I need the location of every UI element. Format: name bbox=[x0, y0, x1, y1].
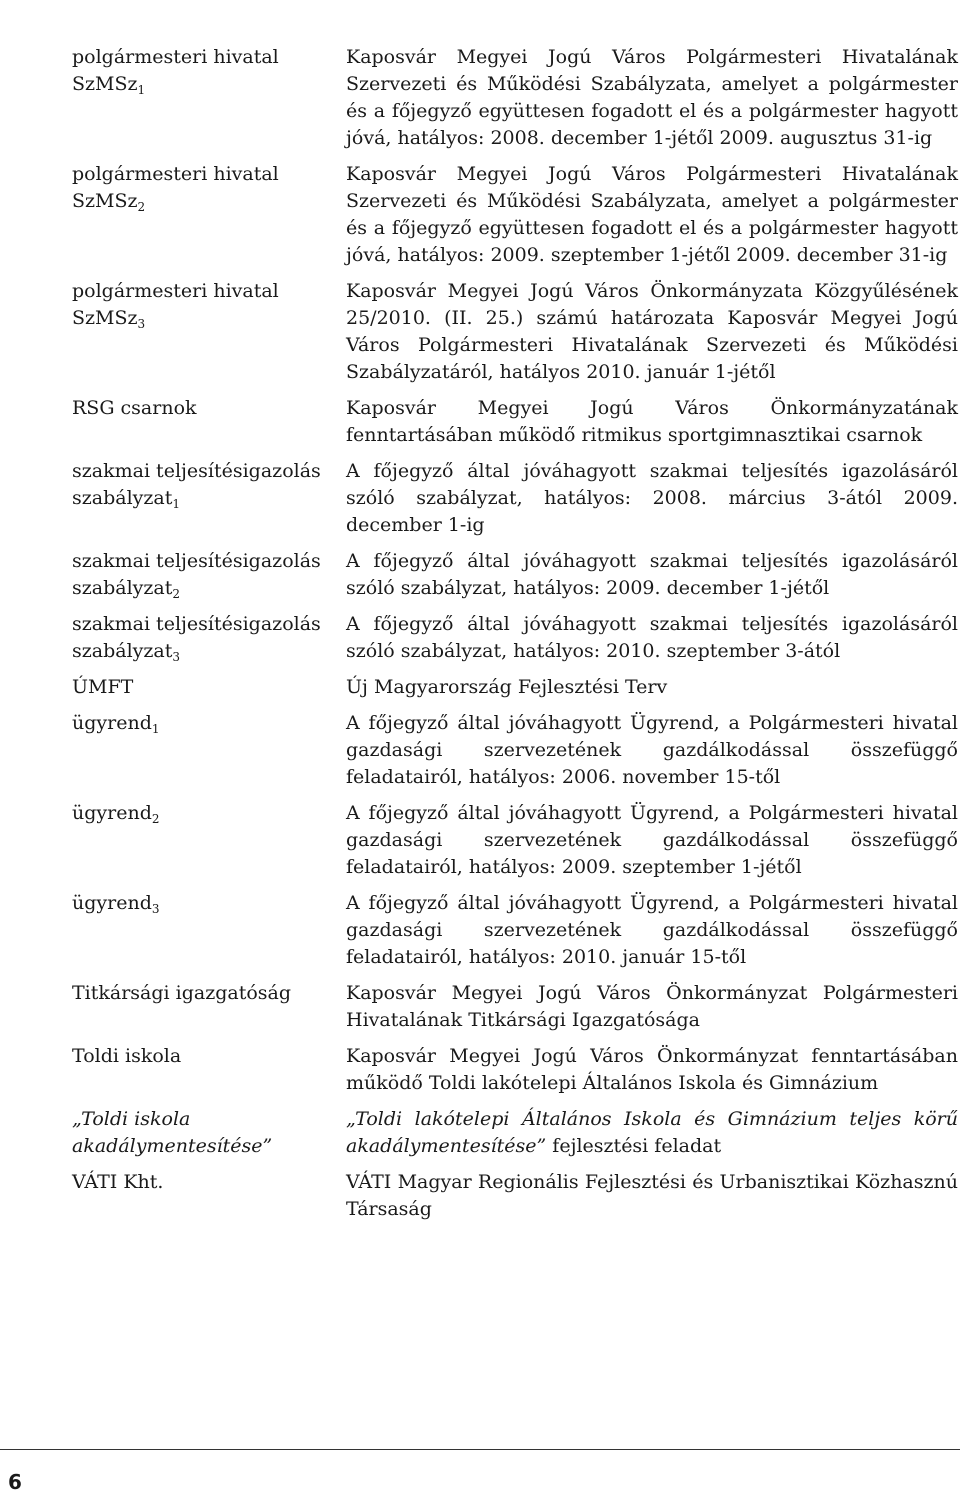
entry-definition: A főjegyző által jóváhagyott szakmai teljesítés igazolásáról szóló szabályzat, hatályos: 2008. március 3-ától 2009. december 1-ig bbox=[346, 460, 958, 536]
entry-definition: A főjegyző által jóváhagyott Ügyrend, a Polgármesteri hivatal gazdasági szervezetének gazdálkodással összefüggő feladatairól, hatályos: 2009. szeptember 1-jétől bbox=[346, 802, 958, 878]
entry-definition: Kaposvár Megyei Jogú Város Önkormányzata Közgyűlésének 25/2010. (II. 25.) számú határozata Kaposvár Megyei Jogú Város Polgármesteri Hivatalának Szervezeti és Működési Szabályzatáról, hatályos 2010. január 1-jétől bbox=[346, 280, 958, 383]
entry-definition bbox=[346, 1106, 958, 1160]
entry-term: VÁTI Kht. bbox=[72, 1171, 164, 1193]
footer-divider bbox=[0, 1449, 960, 1450]
entry-definition: Kaposvár Megyei Jogú Város Önkormányzatának fenntartásában működő ritmikus sportgimnasztikai csarnok bbox=[346, 397, 958, 446]
entry-term: Toldi iskola bbox=[72, 1045, 182, 1067]
entry-definition: VÁTI Magyar Regionális Fejlesztési és Urbanisztikai Közhasznú Társaság bbox=[346, 1171, 958, 1220]
entry-definition: A főjegyző által jóváhagyott szakmai teljesítés igazolásáról szóló szabályzat, hatályos: 2009. december 1-jétől bbox=[346, 550, 958, 599]
entry-term: szakmai teljesítésigazolás szabályzat$_1$ bbox=[72, 460, 321, 511]
glossary-entry bbox=[72, 44, 958, 152]
entry-definition: Kaposvár Megyei Jogú Város Polgármesteri Hivatalának Szervezeti és Működési Szabályzata, amelyet a polgármester és a főjegyző együttesen fogadott el és a polgármester hagyott jóvá, hatályos: 2009. szeptember 1-jétől 2009. december 31-ig bbox=[346, 163, 958, 266]
entry-term: szakmai teljesítésigazolás szabályzat$_3$ bbox=[72, 613, 321, 664]
entry-term: polgármesteri hivatal SzMSz$_2$ bbox=[72, 163, 279, 214]
glossary-entry bbox=[72, 1106, 958, 1160]
entry-term: polgármesteri hivatal SzMSz$_3$ bbox=[72, 280, 279, 331]
glossary-entry bbox=[72, 548, 958, 602]
entry-definition: Új Magyarország Fejlesztési Terv bbox=[346, 676, 668, 698]
entry-term: RSG csarnok bbox=[72, 397, 197, 419]
glossary-entry bbox=[72, 458, 958, 539]
entry-term: szakmai teljesítésigazolás szabályzat$_2$ bbox=[72, 550, 321, 601]
definition-rest: fejlesztési feladat bbox=[546, 1135, 722, 1157]
entry-definition: Kaposvár Megyei Jogú Város Önkormányzat fenntartásában működő Toldi lakótelepi Általános Iskola és Gimnázium bbox=[346, 1045, 958, 1094]
page-number: 6 bbox=[8, 1470, 22, 1494]
entry-definition: A főjegyző által jóváhagyott szakmai teljesítés igazolásáról szóló szabályzat, hatályos: 2010. szeptember 3-ától bbox=[346, 613, 958, 662]
glossary-entry bbox=[72, 611, 958, 665]
entry-term: ügyrend$_2$ bbox=[72, 802, 160, 826]
glossary-entry bbox=[72, 1169, 958, 1223]
glossary-entry bbox=[72, 278, 958, 386]
entry-term: ügyrend$_3$ bbox=[72, 892, 160, 916]
glossary-list bbox=[72, 44, 958, 1232]
glossary-entry bbox=[72, 1043, 958, 1097]
glossary-entry bbox=[72, 710, 958, 791]
entry-term: polgármesteri hivatal SzMSz$_1$ bbox=[72, 46, 279, 97]
glossary-entry bbox=[72, 980, 958, 1034]
definition-italic-part: „Toldi lakótelepi Általános Iskola és Gimnázium teljes körű akadálymentesítése” bbox=[346, 1108, 958, 1157]
glossary-entry bbox=[72, 674, 958, 701]
entry-term: ÚMFT bbox=[72, 676, 134, 698]
entry-definition: A főjegyző által jóváhagyott Ügyrend, a Polgármesteri hivatal gazdasági szervezetének gazdálkodással összefüggő feladatairól, hatályos: 2010. január 15-től bbox=[346, 892, 958, 968]
entry-term: Titkársági igazgatóság bbox=[72, 982, 292, 1004]
glossary-entry bbox=[72, 800, 958, 881]
glossary-entry bbox=[72, 161, 958, 269]
entry-definition: A főjegyző által jóváhagyott Ügyrend, a Polgármesteri hivatal gazdasági szervezetének gazdálkodással összefüggő feladatairól, hatályos: 2006. november 15-től bbox=[346, 712, 958, 788]
entry-definition: Kaposvár Megyei Jogú Város Önkormányzat Polgármesteri Hivatalának Titkársági Igazgatósága bbox=[346, 982, 958, 1031]
entry-definition: Kaposvár Megyei Jogú Város Polgármesteri Hivatalának Szervezeti és Működési Szabályzata, amelyet a polgármester és a főjegyző együttesen fogadott el és a polgármester hagyott jóvá, hatályos: 2008. december 1-jétől 2009. augusztus 31-ig bbox=[346, 46, 958, 149]
glossary-entry bbox=[72, 890, 958, 971]
entry-term: „Toldi iskola akadálymentesítése” bbox=[72, 1108, 273, 1157]
entry-term: ügyrend$_1$ bbox=[72, 712, 160, 736]
glossary-entry bbox=[72, 395, 958, 449]
